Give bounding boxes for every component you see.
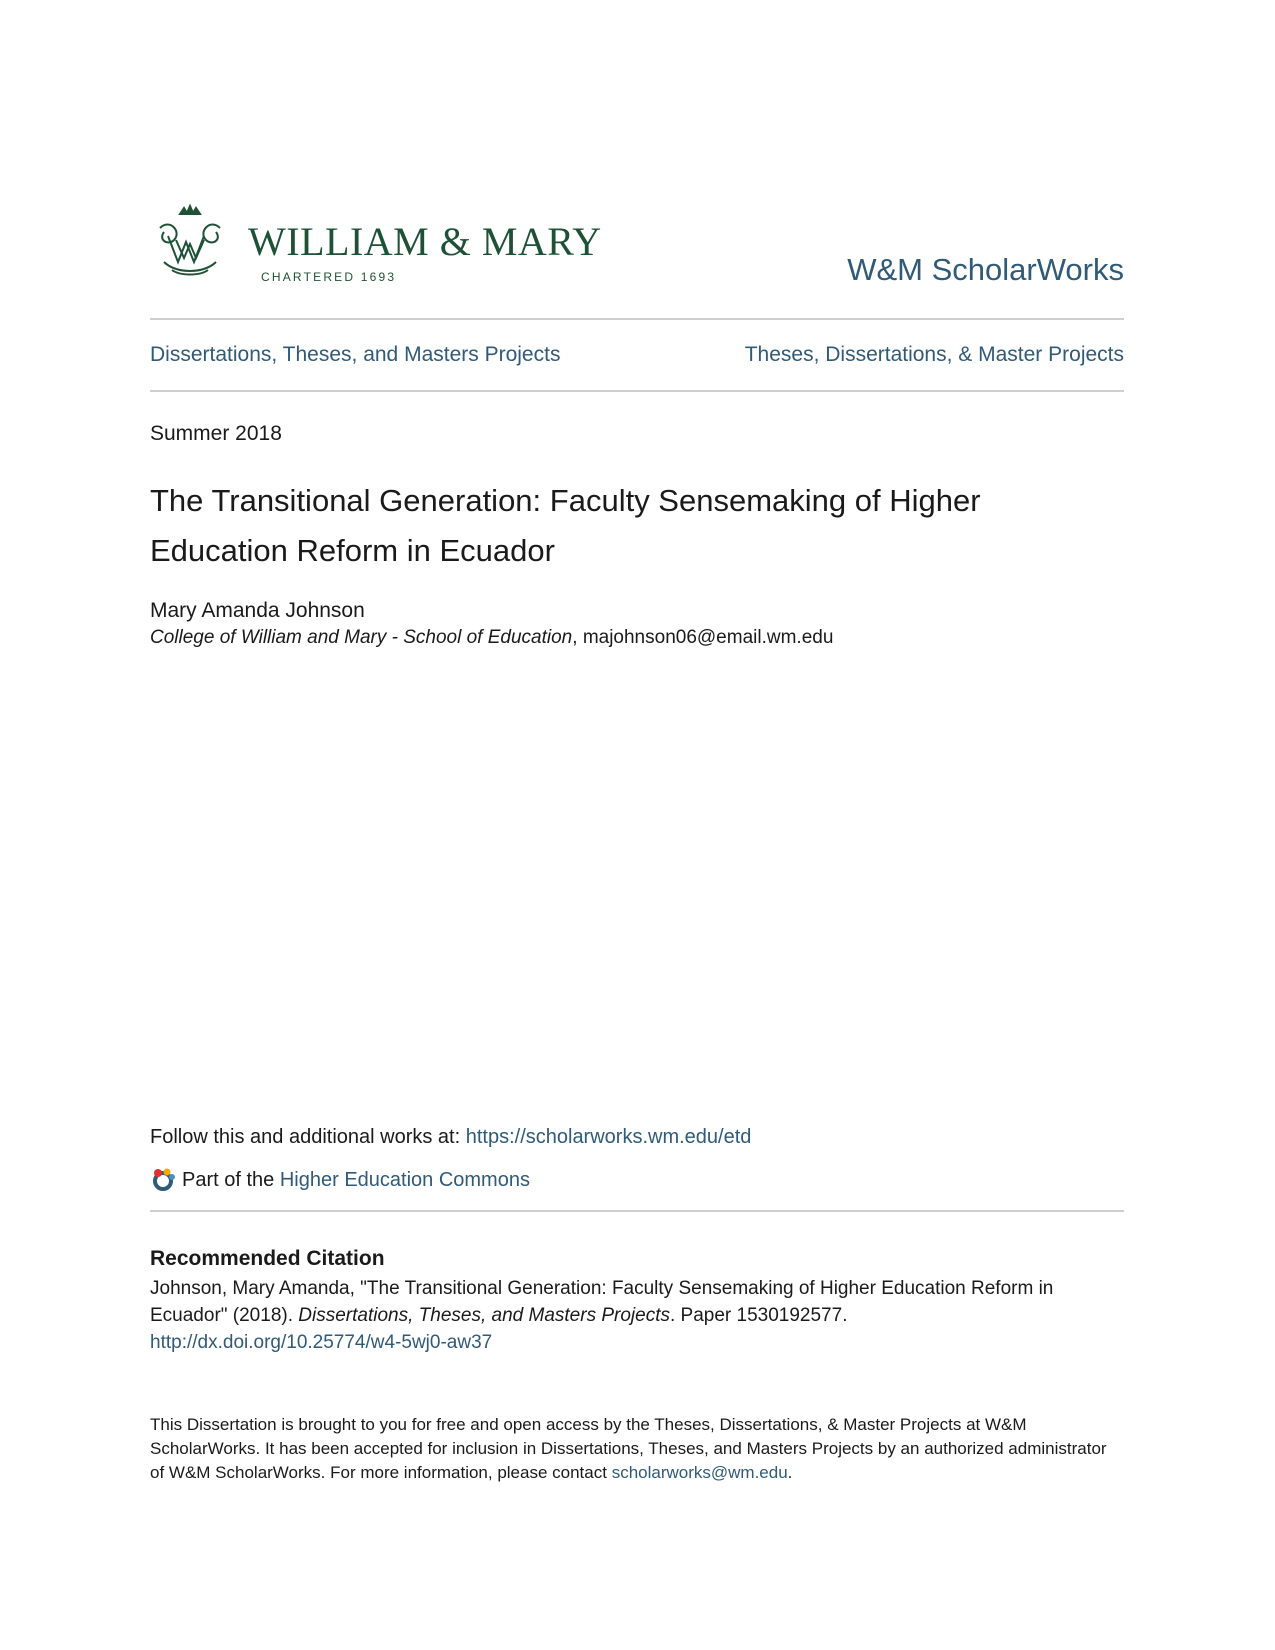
follow-label: Follow this and additional works at: [150, 1126, 466, 1148]
citation-divider [150, 1210, 1124, 1212]
cypher-crest-icon [150, 200, 230, 280]
author-name: Mary Amanda Johnson [150, 599, 365, 622]
collection-link[interactable]: Dissertations, Theses, and Masters Projects [150, 343, 561, 366]
parent-collection-link[interactable]: Theses, Dissertations, & Master Projects [744, 343, 1124, 366]
follow-url-link[interactable]: https://scholarworks.wm.edu/etd [465, 1126, 752, 1148]
nav-divider [150, 390, 1124, 392]
university-tagline: CHARTERED 1693 [261, 270, 397, 284]
citation-paper-number: . Paper 1530192577. [669, 1305, 848, 1326]
citation-body [150, 1275, 1110, 1356]
affiliation-name: College of William and Mary - School of Education [150, 627, 573, 648]
access-notice [150, 1413, 1125, 1485]
commons-network-icon [150, 1167, 176, 1193]
publication-date: Summer 2018 [150, 422, 282, 445]
higher-education-commons-link[interactable]: Higher Education Commons [279, 1168, 530, 1191]
repository-link[interactable]: W&M ScholarWorks [847, 252, 1124, 287]
access-notice-text: This Dissertation is brought to you for free and open access by the Theses, Dissertations, & Master Projects at W&M ScholarWorks. It has been accepted for inclusion in Dissertations, Theses, and Masters Projects by an authorized administrator of W&M ScholarWorks. For more information, please contact [150, 1415, 1107, 1482]
header-divider [150, 318, 1124, 320]
part-of-label: Part of the [182, 1168, 280, 1191]
access-notice-end: . [787, 1463, 793, 1482]
follow-line [150, 1126, 751, 1149]
citation-text: Johnson, Mary Amanda, "The Transitional Generation: Faculty Sensemaking of Higher Education Reform in Ecuador" (2018). [150, 1278, 1054, 1326]
citation-series: Dissertations, Theses, and Masters Projects [298, 1305, 670, 1326]
author-email: majohnson06@email.wm.edu [582, 627, 834, 648]
document-title: The Transitional Generation: Faculty Sensemaking of Higher Education Reform in Ecuador [150, 483, 981, 568]
contact-email-link[interactable]: scholarworks@wm.edu [611, 1463, 788, 1482]
part-of-line [150, 1167, 530, 1193]
doi-link[interactable]: http://dx.doi.org/10.25774/w4-5wj0-aw37 [150, 1332, 493, 1353]
author-affiliation: College of William and Mary - School of Education, majohnson06@email.wm.edu [150, 627, 834, 648]
citation-heading: Recommended Citation [150, 1247, 385, 1270]
university-name: WILLIAM & MARY [248, 219, 602, 264]
